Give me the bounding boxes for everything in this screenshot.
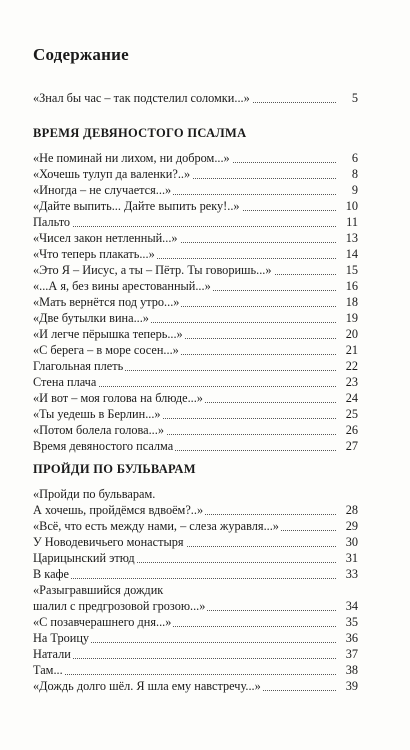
toc-entry bbox=[33, 166, 358, 182]
toc-entry-title: «И вот – моя голова на блюде...» bbox=[33, 391, 203, 405]
toc-entry-title: «С берега – в море сосен...» bbox=[33, 343, 179, 357]
toc-entry bbox=[33, 406, 358, 422]
toc-entry-page: 9 bbox=[336, 182, 358, 198]
toc-entry-page: 36 bbox=[336, 630, 358, 646]
toc-entry bbox=[33, 662, 358, 678]
toc-entry-title: «...А я, без вины арестованный...» bbox=[33, 279, 211, 293]
toc-entry-title: «Знал бы час – так подстелил соломки...» bbox=[33, 91, 250, 105]
toc-entry-page: 10 bbox=[336, 198, 358, 214]
toc-entry-title: Пальто bbox=[33, 215, 71, 229]
toc-entry-title: «Это Я – Иисус, а ты – Пётр. Ты говоришь...» bbox=[33, 263, 272, 277]
toc-entry bbox=[33, 278, 358, 294]
toc-entry-page: 16 bbox=[336, 278, 358, 294]
toc-entry bbox=[33, 230, 358, 246]
toc-entry bbox=[33, 582, 358, 598]
toc-entry-page: 22 bbox=[336, 358, 358, 374]
toc-entry-page: 31 bbox=[336, 550, 358, 566]
toc-entry bbox=[33, 342, 358, 358]
toc-entry-page: 15 bbox=[336, 262, 358, 278]
toc-entry-title: «Разыгравшийся дождик bbox=[33, 583, 164, 597]
toc-entry-page: 35 bbox=[336, 614, 358, 630]
toc-entry-page: 18 bbox=[336, 294, 358, 310]
toc-entry-title: шалил с предгрозовой грозою...» bbox=[33, 599, 206, 613]
toc-entry-title: «Всё, что есть между нами, – слеза журавля...» bbox=[33, 519, 279, 533]
toc-entry bbox=[33, 486, 358, 502]
toc-entry bbox=[33, 502, 358, 518]
toc-entry-title: Стена плача bbox=[33, 375, 97, 389]
toc-entry-title: Царицынский этюд bbox=[33, 551, 135, 565]
toc-entry-title: Глагольная плеть bbox=[33, 359, 124, 373]
toc-entry-title: Время девяностого псалма bbox=[33, 439, 174, 453]
toc-entry bbox=[33, 678, 358, 694]
toc-entry-title: «Что теперь плакать...» bbox=[33, 247, 155, 261]
toc-entry-page: 24 bbox=[336, 390, 358, 406]
toc-entry-title: Там... bbox=[33, 663, 63, 677]
toc-entry-title: «Пройди по бульварам. bbox=[33, 487, 156, 501]
toc-entry bbox=[33, 150, 358, 166]
toc-entry bbox=[33, 390, 358, 406]
section-entries bbox=[33, 486, 358, 694]
toc-entry-page: 38 bbox=[336, 662, 358, 678]
page-title: Содержание bbox=[33, 45, 129, 64]
toc-entry-page: 6 bbox=[336, 150, 358, 166]
toc-entry-title: «И легче пёрышка теперь...» bbox=[33, 327, 183, 341]
toc-entry-title: «Ты уедешь в Берлин...» bbox=[33, 407, 161, 421]
toc-entry bbox=[33, 310, 358, 326]
toc-entry-page: 26 bbox=[336, 422, 358, 438]
toc-entry-title: «Чисел закон нетленный...» bbox=[33, 231, 178, 245]
toc-entry bbox=[33, 262, 358, 278]
toc-entry bbox=[33, 326, 358, 342]
toc-entry-page: 27 bbox=[336, 438, 358, 454]
toc-entry bbox=[33, 246, 358, 262]
toc-entry-title: «Дождь долго шёл. Я шла ему навстречу...» bbox=[33, 679, 261, 693]
toc-entry bbox=[33, 214, 358, 230]
toc-entry-page: 28 bbox=[336, 502, 358, 518]
toc-entry bbox=[33, 614, 358, 630]
toc-entry-page: 14 bbox=[336, 246, 358, 262]
toc-entry-title: В кафе bbox=[33, 567, 69, 581]
toc-entry-title: На Троицу bbox=[33, 631, 90, 645]
toc-entry bbox=[33, 598, 358, 614]
toc-entry bbox=[33, 646, 358, 662]
toc-entry bbox=[33, 90, 358, 106]
toc-entry-title: «Не поминай ни лихом, ни добром...» bbox=[33, 151, 230, 165]
toc-entry-page: 29 bbox=[336, 518, 358, 534]
toc-entry bbox=[33, 294, 358, 310]
toc-entry-title: «Мать вернётся под утро...» bbox=[33, 295, 180, 309]
toc-entry bbox=[33, 422, 358, 438]
toc-entry bbox=[33, 566, 358, 582]
toc-entry bbox=[33, 518, 358, 534]
section-entries bbox=[33, 150, 358, 454]
toc-entry-page: 34 bbox=[336, 598, 358, 614]
section-title: ВРЕМЯ ДЕВЯНОСТОГО ПСАЛМА bbox=[33, 126, 247, 140]
toc-entry-title: «С позавчерашнего дня...» bbox=[33, 615, 172, 629]
toc-entry-page: 5 bbox=[336, 90, 358, 106]
toc-entry bbox=[33, 198, 358, 214]
toc-entry bbox=[33, 358, 358, 374]
toc-entry-page: 33 bbox=[336, 566, 358, 582]
toc-entry bbox=[33, 438, 358, 454]
toc-entry-title: У Новодевичьего монастыря bbox=[33, 535, 184, 549]
toc-entry bbox=[33, 630, 358, 646]
toc-entry-title: «Иногда – не случается...» bbox=[33, 183, 172, 197]
toc-entry-page: 23 bbox=[336, 374, 358, 390]
toc-entry-page: 11 bbox=[336, 214, 358, 230]
toc-entry-title: А хочешь, пройдёмся вдвоём?..» bbox=[33, 503, 204, 517]
toc-entry-page: 13 bbox=[336, 230, 358, 246]
toc-entry bbox=[33, 534, 358, 550]
toc-entry-page: 30 bbox=[336, 534, 358, 550]
toc-entry-page: 21 bbox=[336, 342, 358, 358]
toc-entry-title: «Потом болела голова...» bbox=[33, 423, 164, 437]
toc-entry-page: 25 bbox=[336, 406, 358, 422]
toc-entry bbox=[33, 374, 358, 390]
toc-entry-page: 37 bbox=[336, 646, 358, 662]
toc-entry-page: 20 bbox=[336, 326, 358, 342]
toc-entry-title: «Две бутылки вина...» bbox=[33, 311, 149, 325]
toc-entry-page: 39 bbox=[336, 678, 358, 694]
toc-entry-title: «Дайте выпить... Дайте выпить реку!..» bbox=[33, 199, 240, 213]
toc-entry bbox=[33, 550, 358, 566]
intro-entries bbox=[33, 90, 358, 106]
toc-entry-title: «Хочешь тулуп да валенки?..» bbox=[33, 167, 191, 181]
toc-entry bbox=[33, 182, 358, 198]
toc-entry-title: Натали bbox=[33, 647, 71, 661]
toc-entry-page: 19 bbox=[336, 310, 358, 326]
section-title: ПРОЙДИ ПО БУЛЬВАРАМ bbox=[33, 462, 196, 476]
toc-entry-page: 8 bbox=[336, 166, 358, 182]
